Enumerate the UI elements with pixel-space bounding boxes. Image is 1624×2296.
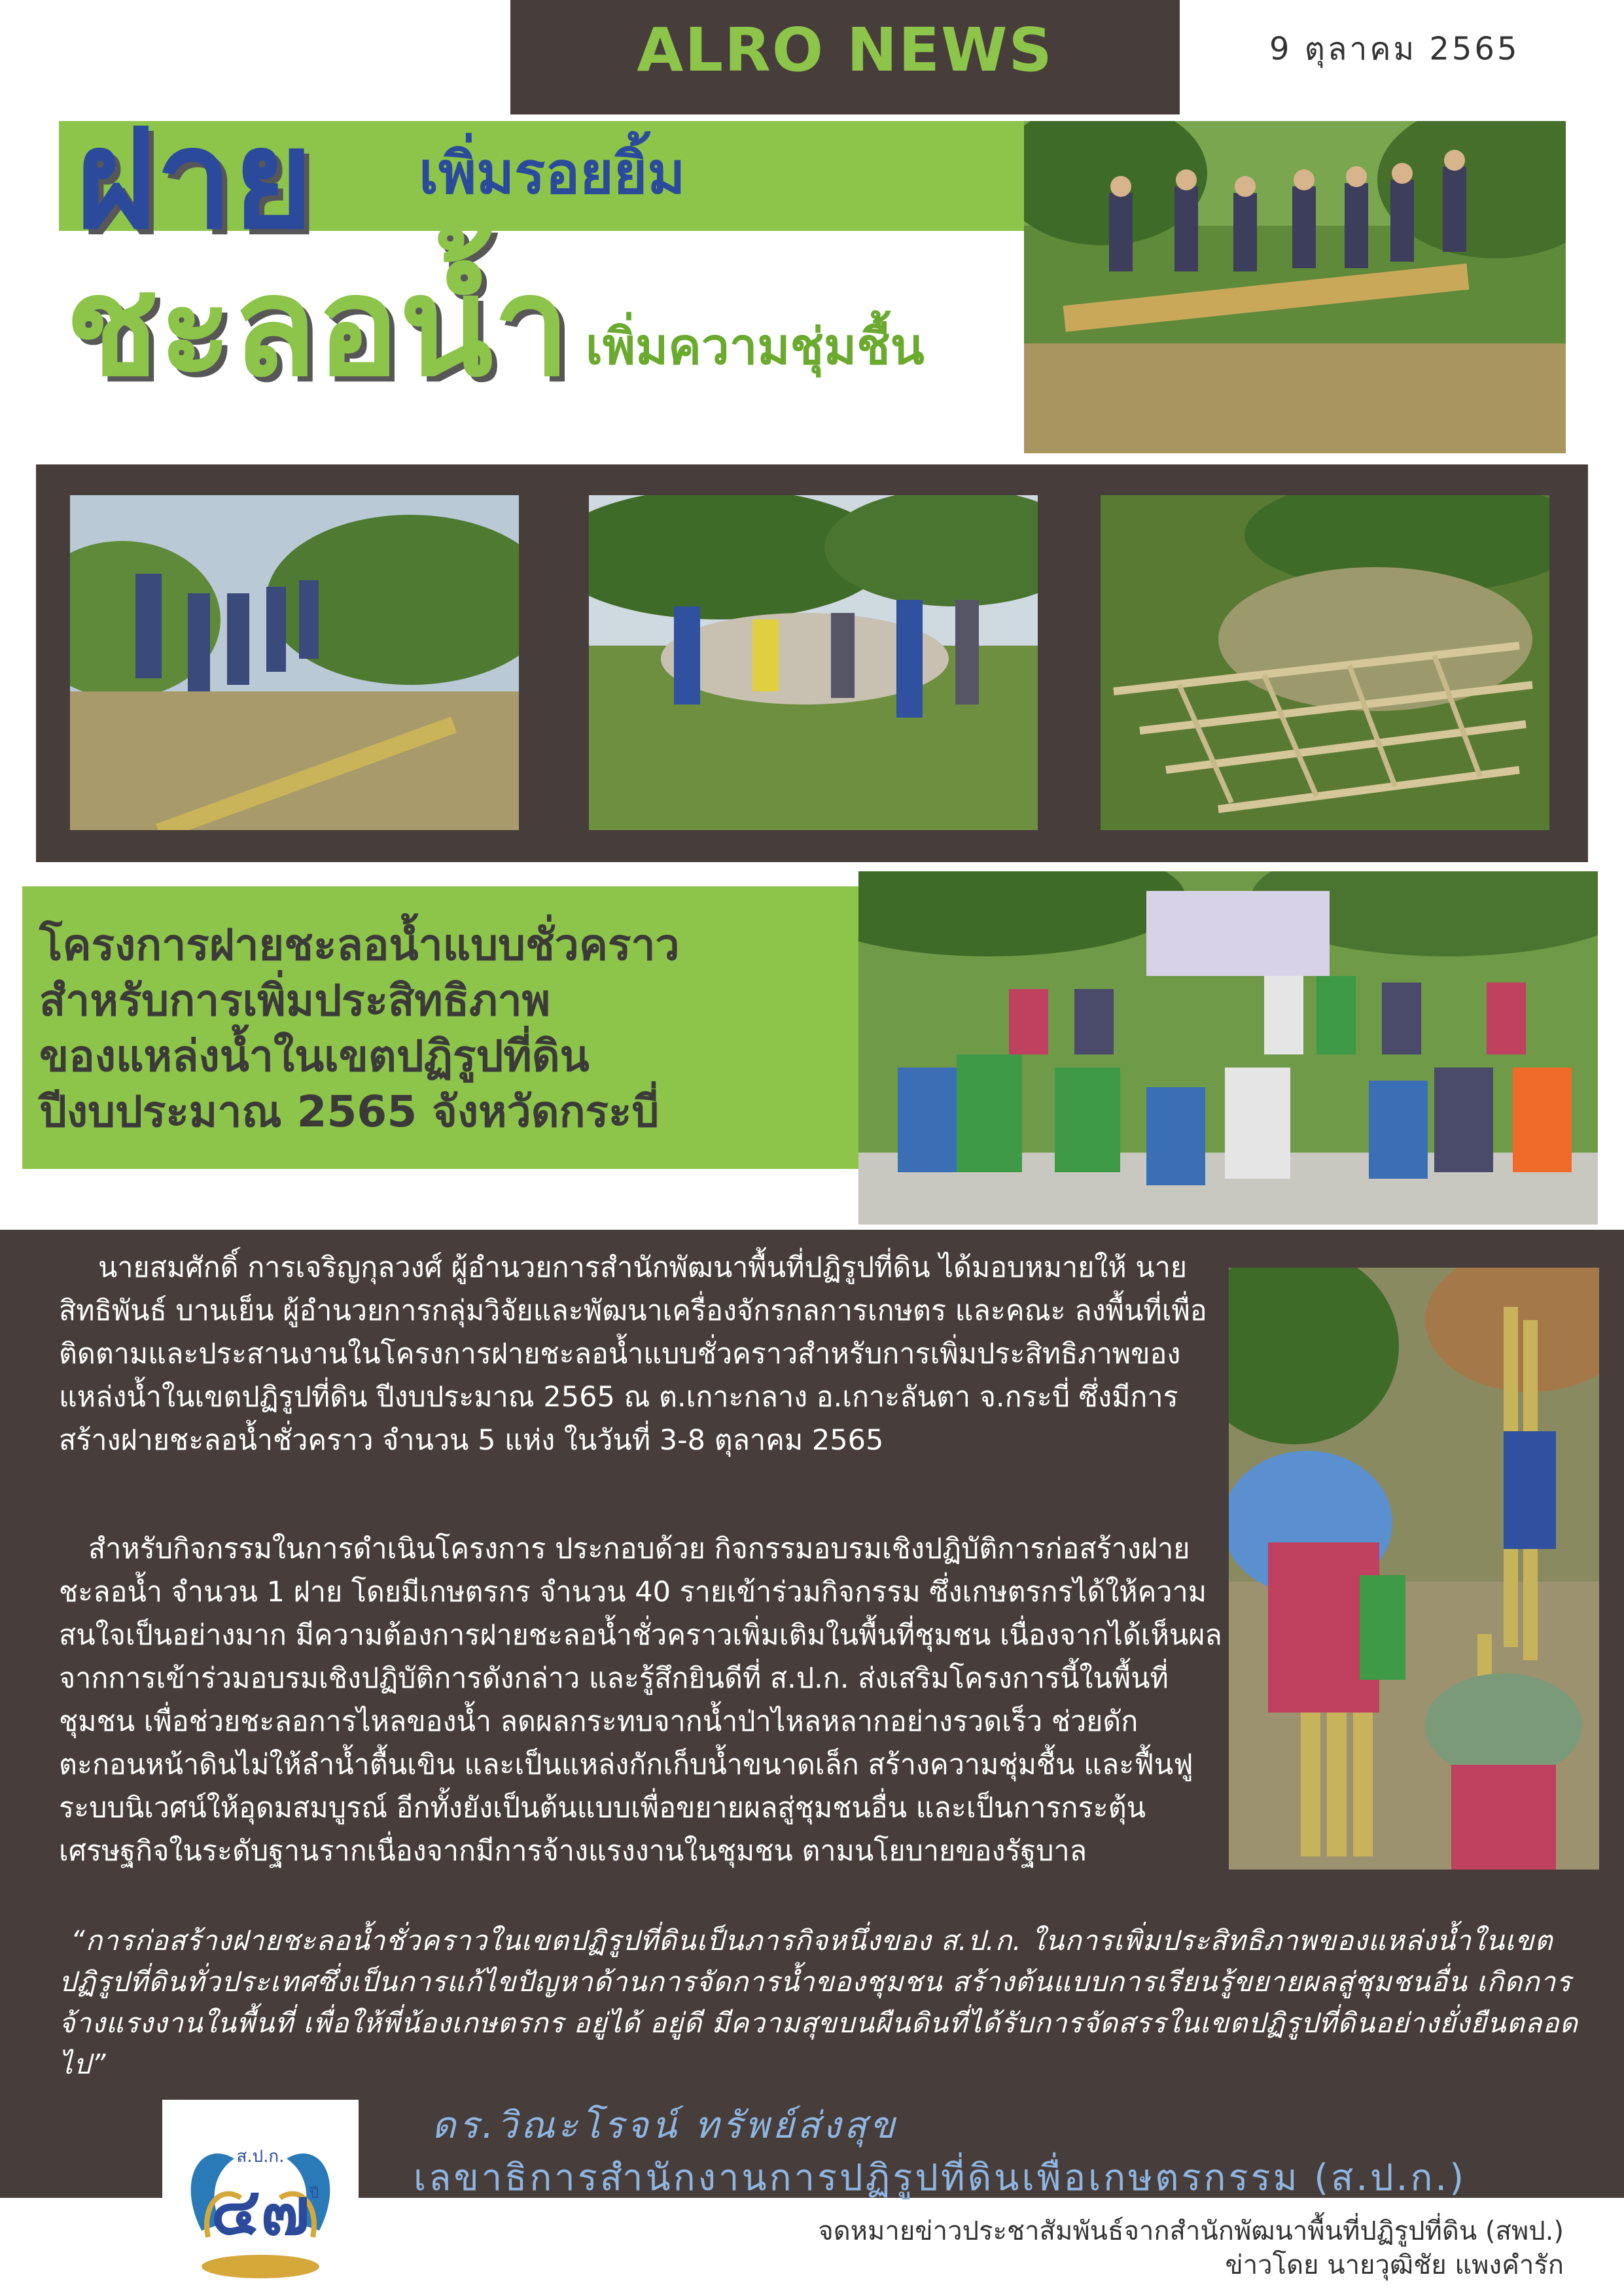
logo-text-top: ส.ป.ก. xyxy=(236,2147,285,2166)
headline-subtitle-2: เพิ่มความชุ่มชื้น xyxy=(586,317,925,375)
headline-word-weir: ฝาย xyxy=(75,99,314,260)
gallery-photo-3 xyxy=(1101,495,1549,830)
newsletter-title: ALRO NEWS xyxy=(637,15,1053,85)
gallery-photo-1 xyxy=(70,495,519,830)
footer-reporter: ข่าวโดย นายวุฒิชัย แพงคำรัก xyxy=(1225,2250,1564,2280)
signature-name: ดร.วิณะโรจน์ ทรัพย์ส่งสุข xyxy=(432,2104,898,2147)
article-paragraph-2: สำหรับกิจกรรมในการดำเนินโครงการ ประกอบด้วย กิจกรรมอบรมเชิงปฏิบัติการก่อสร้างฝายชะลอน้ำ จำนวน 1 ฝาย โดยมีเกษตรกร จำนวน 40 รายเข้าร่วมกิจกรรม ซึ่งเกษตรกรได้ให้ความสนใจเป็นอย่างมาก มีความต้องการฝายชะลอน้ำชั่วคราวเพิ่มเติมในพื้นที่ชุมชน เนื่องจากได้เห็นผลจากการเข้าร่วมอบรมเชิงปฏิบัติการดังกล่าว และรู้สึกยินดีที่ ส.ป.ก. ส่งเสริมโครงการนี้ในพื้นที่ชุมชน เพื่อช่วยชะลอการไหลของน้ำ ลดผลกระทบจากน้ำป่าไหลหลากอย่างรวดเร็ว ช่วยดักตะกอนหน้าดินไม่ให้ลำน้ำตื้นเขิน และเป็นแหล่งกักเก็บน้ำขนาดเล็ก สร้างความชุ่มชื้น และฟื้นฟูระบบนิเวศน์ให้อุดมสมบูรณ์ อีกทั้งยังเป็นต้นแบบเพื่อขยายผลสู่ชุมชนอื่น และเป็นการกระตุ้นเศรษฐกิจในระดับฐานรากเนื่องจากมีการจ้างแรงงานในชุมชน ตามนโยบายของรัฐบาล xyxy=(59,1533,1222,1868)
project-title-line: โครงการฝายชะลอน้ำแบบชั่วคราว xyxy=(39,920,680,970)
project-title-line: ปีงบประมาณ 2565 จังหวัดกระบี่ xyxy=(39,1087,660,1137)
project-title-line: ของแหล่งน้ำในเขตปฏิรูปที่ดิน xyxy=(39,1031,590,1081)
signature-position: เลขาธิการสำนักงานการปฏิรูปที่ดินเพื่อเกษตรกรรม (ส.ป.ก.) xyxy=(414,2157,1467,2199)
issue-date: 9 ตุลาคม 2565 xyxy=(1269,31,1520,67)
hero-photo xyxy=(1024,121,1566,453)
logo-text-years: ปี xyxy=(309,2185,319,2202)
headline-subtitle-1: เพิ่มรอยยิ้ม xyxy=(419,139,686,207)
alro-47-years-logo xyxy=(162,2100,359,2293)
pull-quote: “การก่อสร้างฝายชะลอน้ำชั่วคราวในเขตปฏิรูปที่ดินเป็นภารกิจหนึ่งของ ส.ป.ก. ในการเพิ่มประสิทธิภาพของแหล่งน้ำในเขตปฏิรูปที่ดินทั่วประเทศซึ่งเป็นการแก้ไขปัญหาด้านการจัดการน้ำของชุมชน สร้างต้นแบบการเรียนรู้ขยายผลสู่ชุมชนอื่น เกิดการจ้างแรงงานในพื้นที่ เพื่อให้พี่น้องเกษตรกร อยู่ได้ อยู่ดี มีความสุขบนผืนดินที่ได้รับการจัดสรรในเขตปฏิรูปที่ดินอย่างยั่งยืนตลอดไป” xyxy=(59,1924,1578,2080)
logo-text-number: ๔๗ xyxy=(211,2173,310,2250)
project-title-line: สำหรับการเพิ่มประสิทธิภาพ xyxy=(39,975,551,1026)
group-photo xyxy=(858,871,1598,1225)
article-paragraph-1: นายสมศักดิ์ การเจริญกุลวงศ์ ผู้อำนวยการสำนักพัฒนาพื้นที่ปฏิรูปที่ดิน ได้มอบหมายให้ นายสิทธิพันธ์ บานเย็น ผู้อำนวยการกลุ่มวิจัยและพัฒนาเครื่องจักรกลการเกษตร และคณะ ลงพื้นที่เพื่อติดตามและประสานงานในโครงการฝายชะลอน้ำแบบชั่วคราวสำหรับการเพิ่มประสิทธิภาพของแหล่งน้ำในเขตปฏิรูปที่ดิน ปีงบประมาณ 2565 ณ ต.เกาะกลาง อ.เกาะลันตา จ.กระบี่ ซึ่งมีการสร้างฝายชะลอน้ำชั่วคราว จำนวน 5 แห่ง ในวันที่ 3-8 ตุลาคม 2565 xyxy=(59,1251,1207,1457)
construction-photo xyxy=(1229,1268,1599,1870)
headline-word-check-dam: ชะลอน้ำ xyxy=(65,247,571,407)
gallery-photo-2 xyxy=(589,495,1038,830)
project-title xyxy=(39,917,851,1139)
footer-publisher: จดหมายข่าวประชาสัมพันธ์จากสำนักพัฒนาพื้นที่ปฏิรูปที่ดิน (สพป.) xyxy=(818,2216,1564,2246)
